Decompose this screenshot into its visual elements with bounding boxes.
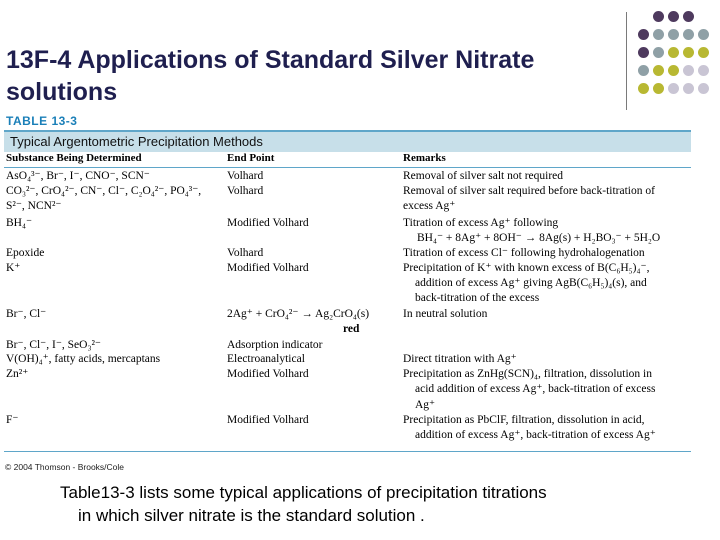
cell-end-point: Modified Volhard [227,414,309,426]
cell-end-point: 2Ag⁺ + CrO₄²⁻ → Ag₂CrO₄(s) [227,308,370,320]
cell-substance: F⁻ [6,414,19,426]
cell-remarks: Ag⁺ [415,399,436,411]
header-rule [4,167,691,168]
decor-dot [638,83,649,94]
cell-substance: CO₃²⁻, CrO₄²⁻, CN⁻, Cl⁻, C₂O₄²⁻, PO₄³⁻, [6,185,202,197]
cell-end-point: Modified Volhard [227,217,309,229]
decor-dot [668,83,679,94]
cell-remarks: Titration of excess Cl⁻ following hydrohalogenation [403,247,645,259]
cell-end-point: Volhard [227,247,264,259]
decor-dot [683,11,694,22]
cell-substance: Epoxide [6,247,45,259]
cell-substance: BH₄⁻ [6,217,33,229]
cell-remarks: addition of excess Ag⁺, back-titration of excess Ag⁺ [415,429,656,441]
decor-dot [668,29,679,40]
cell-remarks: addition of excess Ag⁺ giving AgB(C₆H₅)₄(s), and [415,277,647,289]
cell-end-point: Volhard [227,170,264,182]
cell-remarks: Removal of silver salt required before back-titration of [403,185,655,197]
decor-dot [653,47,664,58]
table-title: Typical Argentometric Precipitation Methods [10,134,263,149]
header-remarks: Remarks [403,152,446,164]
decor-dot [683,83,694,94]
cell-remarks: Precipitation as ZnHg(SCN)₄, filtration, dissolution in [403,368,653,380]
decor-dot [683,65,694,76]
cell-end-point: Electroanalytical [227,353,305,365]
table-title-band [4,130,691,152]
cell-end-point: Adsorption indicator [227,339,323,351]
decor-dot [698,47,709,58]
decor-dot [668,11,679,22]
decor-dot [653,65,664,76]
cell-substance: Br⁻, Cl⁻, I⁻, SeO₃²⁻ [6,339,101,351]
cell-remarks: Direct titration with Ag⁺ [403,353,517,365]
decor-dot [698,83,709,94]
decor-dot [638,29,649,40]
decor-dot [653,29,664,40]
cell-end-point: Volhard [227,185,264,197]
cell-end-point: Modified Volhard [227,368,309,380]
decor-dot [653,11,664,22]
cell-end-point: red [343,323,360,335]
decor-dot [668,47,679,58]
caption [60,481,680,527]
cell-substance: S²⁻, NCN²⁻ [6,200,62,212]
decor-dot [698,29,709,40]
caption-line2: in which silver nitrate is the standard solution . [78,506,425,525]
table-bottom-rule [4,451,691,452]
slide-title-line1: 13F-4 Applications of Standard Silver Nitrate [6,46,535,74]
slide-title-line2: solutions [6,78,118,106]
decor-dot [638,65,649,76]
decor-dot [698,65,709,76]
decor-dot [653,83,664,94]
copyright-notice: © 2004 Thomson - Brooks/Cole [5,462,125,472]
caption-line1: Table13-3 lists some typical applications of precipitation titrations [60,483,547,502]
cell-remarks: excess Ag⁺ [403,200,456,212]
table-label: TABLE 13-3 [6,114,78,128]
decor-dot [668,65,679,76]
cell-substance: K⁺ [6,262,21,274]
cell-substance: V(OH)₄⁺, fatty acids, mercaptans [6,353,161,365]
cell-remarks: Titration of excess Ag⁺ following [403,217,559,229]
cell-remarks: back-titration of the excess [415,292,540,304]
cell-substance: Zn²⁺ [6,368,29,380]
cell-remarks: Precipitation as PbClF, filtration, dissolution in acid, [403,414,645,426]
cell-remarks: In neutral solution [403,308,488,320]
decor-dot [638,47,649,58]
decor-dot [683,29,694,40]
slide-title [6,44,616,108]
cell-remarks: Precipitation of K⁺ with known excess of B(C₆H₅)₄⁻, [403,262,650,274]
header-end-point: End Point [227,152,275,164]
header-substance: Substance Being Determined [6,152,142,164]
decor-divider-line [626,12,627,110]
cell-substance: Br⁻, Cl⁻ [6,308,47,320]
cell-remarks: BH₄⁻ + 8Ag⁺ + 8OH⁻ → 8Ag(s) + H₂BO₃⁻ + 5H₂O [417,232,661,244]
cell-remarks: acid addition of excess Ag⁺, back-titration of excess [415,383,656,395]
cell-end-point: Modified Volhard [227,262,309,274]
decor-dot [683,47,694,58]
cell-substance: AsO₄³⁻, Br⁻, I⁻, CNO⁻, SCN⁻ [6,170,150,182]
cell-remarks: Removal of silver salt not required [403,170,564,182]
